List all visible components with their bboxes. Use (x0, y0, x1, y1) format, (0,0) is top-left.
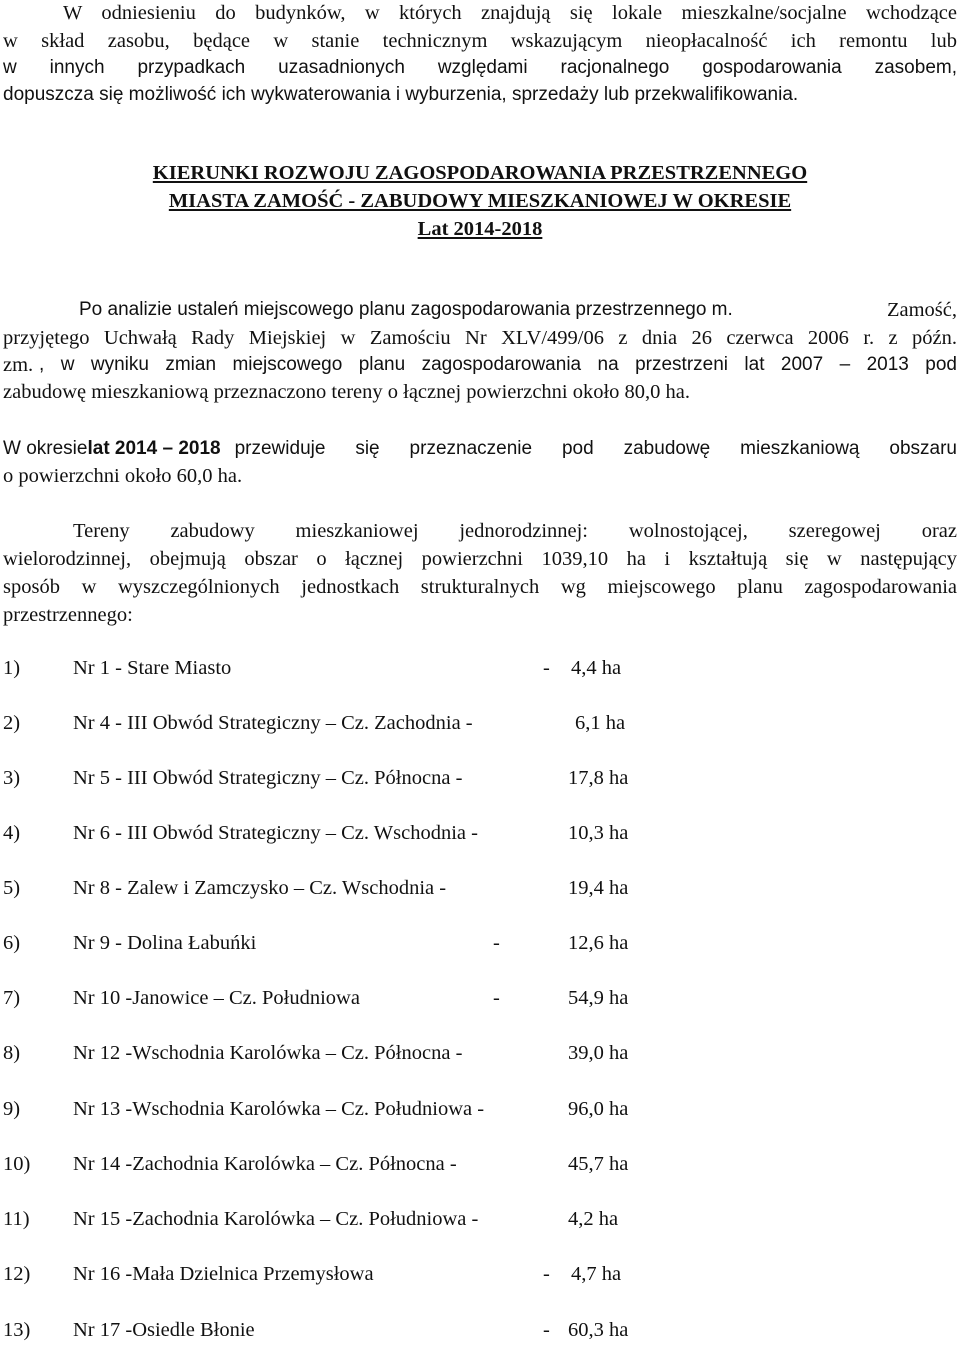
list-item-area: 4,7 ha (571, 1263, 622, 1285)
areas-line-1: Tereny zabudowy mieszkaniowej jednorodzinnej: wolnostojącej, szeregowej oraz (73, 520, 957, 542)
analysis-line-2: przyjętego Uchwałą Rady Miejskiej w Zamościu Nr XLV/499/06 z dnia 26 czerwca 2006 r. z późn. (3, 327, 957, 349)
list-item (3, 655, 957, 681)
list-item-dash: - (493, 987, 500, 1009)
list-item-name: Nr 6 - III Obwód Strategiczny – Cz. Wschodnia - (73, 822, 478, 844)
list-item (3, 820, 957, 846)
list-item-area: 19,4 ha (568, 877, 629, 899)
list-item-area: 10,3 ha (568, 822, 629, 844)
list-item-area: 96,0 ha (568, 1098, 629, 1120)
list-item-name: Nr 13 -Wschodnia Karolówka – Cz. Południowa - (73, 1098, 485, 1120)
list-item-dash: - (543, 657, 550, 679)
analysis-line-1-end: Zamość, (886, 299, 957, 321)
list-item (3, 1040, 957, 1066)
list-item (3, 710, 957, 736)
list-item-name: Nr 1 - Stare Miasto (73, 657, 232, 679)
list-item-area: 4,4 ha (571, 657, 622, 679)
analysis-line-4: zabudowę mieszkaniową przeznaczono tereny o łącznej powierzchni około 80,0 ha. (3, 381, 691, 403)
list-item-area: 12,6 ha (568, 932, 629, 954)
intro-line-1: W odniesieniu do budynków, w których znajdują się lokale mieszkalne/socjalne wchodzące (63, 2, 957, 24)
list-item-name: Nr 10 -Janowice – Cz. Południowa (73, 987, 360, 1009)
list-item-area: 54,9 ha (568, 987, 629, 1009)
list-item-area: 4,2 ha (568, 1208, 619, 1230)
list-item-dash: - (543, 1263, 550, 1285)
list-item-number: 5) (3, 877, 21, 899)
areas-line-4: przestrzennego: (3, 604, 133, 626)
list-item-number: 9) (3, 1098, 21, 1120)
period-line-1 (3, 437, 957, 461)
list-item-number: 2) (3, 712, 21, 734)
list-item-name: Nr 15 -Zachodnia Karolówka – Cz. Południowa - (73, 1208, 479, 1230)
list-item-area: 39,0 ha (568, 1042, 629, 1064)
list-item-number: 11) (3, 1208, 30, 1230)
list-item-name: Nr 5 - III Obwód Strategiczny – Cz. Północna - (73, 767, 463, 789)
list-item (3, 930, 957, 956)
areas-line-2: wielorodzinnej, obejmują obszar o łącznej powierzchni 1039,10 ha i kształtują się w następujący (3, 548, 957, 570)
list-item (3, 1096, 957, 1122)
title-line-2: MIASTA ZAMOŚĆ - ZABUDOWY MIESZKANIOWEJ W OKRESIE (168, 190, 792, 212)
list-item-number: 13) (3, 1319, 31, 1341)
title-line-3: Lat 2014-2018 (417, 218, 543, 240)
areas-line-3: sposób w wyszczególnionych jednostkach strukturalnych wg miejscowego planu zagospodarowania (3, 576, 957, 598)
list-item-name: Nr 14 -Zachodnia Karolówka – Cz. Północna - (73, 1153, 457, 1175)
list-item-number: 6) (3, 932, 21, 954)
list-item-name: Nr 9 - Dolina Łabuńki (73, 932, 257, 954)
list-item-number: 3) (3, 767, 21, 789)
period-line-2: o powierzchni około 60,0 ha. (3, 465, 243, 487)
list-item-dash: - (493, 932, 500, 954)
list-item-area: 17,8 ha (568, 767, 629, 789)
list-item (3, 985, 957, 1011)
list-item-name: Nr 4 - III Obwód Strategiczny – Cz. Zachodnia - (73, 712, 473, 734)
list-item-number: 1) (3, 657, 21, 679)
analysis-line-3-text: , w wyniku zmian miejscowego planu zagospodarowania na przestrzeni lat 2007 – 2013 pod (39, 354, 957, 375)
list-item (3, 1261, 957, 1287)
intro-line-4: dopuszcza się możliwość ich wykwaterowania i wyburzenia, sprzedaży lub przekwalifikowania. (3, 84, 799, 105)
list-item-dash: - (543, 1319, 550, 1341)
intro-line-2: w skład zasobu, będące w stanie technicznym wskazującym nieopłacalność ich remontu lub (3, 30, 957, 52)
title-line-1: KIERUNKI ROZWOJU ZAGOSPODAROWANIA PRZESTRZENNEGO (152, 162, 808, 184)
list-item-name: Nr 16 -Mała Dzielnica Przemysłowa (73, 1263, 374, 1285)
list-item (3, 765, 957, 791)
list-item-number: 10) (3, 1153, 31, 1175)
list-item-name: Nr 12 -Wschodnia Karolówka – Cz. Północna - (73, 1042, 463, 1064)
list-item (3, 1206, 957, 1232)
list-item-number: 7) (3, 987, 21, 1009)
list-item-name: Nr 8 - Zalew i Zamczysko – Cz. Wschodnia - (73, 877, 447, 899)
list-item-area: 6,1 ha (575, 712, 626, 734)
list-item (3, 1317, 957, 1343)
analysis-line-1-text: Po analizie ustaleń miejscowego planu zagospodarowania przestrzennego m. (79, 299, 733, 320)
period-pre: W okresie (3, 438, 88, 459)
analysis-line-3-start: zm. (3, 354, 34, 376)
period-post: przewiduje się przeznaczenie pod zabudowę mieszkaniową obszaru (234, 438, 957, 459)
period-years: lat 2014 – 2018 (87, 438, 221, 459)
list-item-number: 8) (3, 1042, 21, 1064)
list-item (3, 875, 957, 901)
list-item-number: 4) (3, 822, 21, 844)
list-item-name: Nr 17 -Osiedle Błonie (73, 1319, 255, 1341)
intro-line-3: w innych przypadkach uzasadnionych względami racjonalnego gospodarowania zasobem, (3, 57, 957, 78)
list-item (3, 1151, 957, 1177)
list-item-number: 12) (3, 1263, 31, 1285)
list-item-area: 60,3 ha (568, 1319, 629, 1341)
list-item-area: 45,7 ha (568, 1153, 629, 1175)
